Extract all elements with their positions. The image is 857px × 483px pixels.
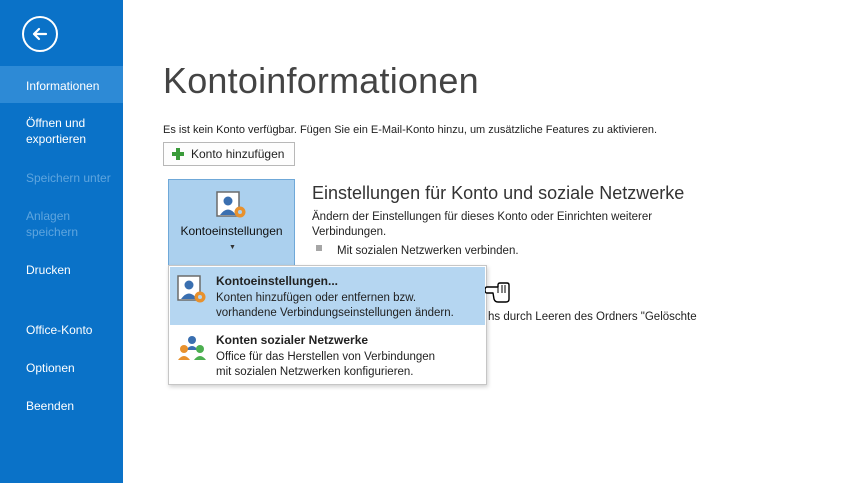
sidebar-item-label-line1: Öffnen und bbox=[26, 116, 86, 130]
sidebar-item-label: Speichern unter bbox=[26, 171, 111, 185]
menu-item-title: Konten sozialer Netzwerke bbox=[216, 333, 369, 347]
sidebar-item-label: Office-Konto bbox=[26, 323, 93, 337]
sidebar-item-anlagen-speichern bbox=[0, 208, 123, 240]
back-button[interactable] bbox=[22, 16, 58, 52]
sidebar-item-optionen[interactable] bbox=[0, 360, 123, 376]
sidebar-item-drucken[interactable] bbox=[0, 262, 123, 278]
bullet-icon bbox=[316, 245, 322, 251]
page-title: Kontoinformationen bbox=[163, 60, 479, 101]
menu-item-desc-line2: mit sozialen Netzwerken konfigurieren. bbox=[216, 366, 414, 378]
account-settings-dropdown bbox=[168, 265, 487, 385]
cleanup-partial-text: hs durch Leeren des Ordners "Gelöschte bbox=[488, 311, 697, 323]
sidebar-item-label: Optionen bbox=[26, 361, 75, 375]
sidebar-item-office-konto[interactable] bbox=[0, 322, 123, 338]
back-arrow-icon bbox=[30, 24, 50, 44]
menu-item-social-accounts[interactable] bbox=[170, 326, 485, 384]
social-network-icon bbox=[177, 334, 207, 364]
add-account-label: Konto hinzufügen bbox=[191, 147, 285, 161]
account-settings-label: Kontoeinstellungen bbox=[180, 224, 283, 238]
sidebar-item-beenden[interactable] bbox=[0, 398, 123, 414]
dropdown-caret-icon: ▼ bbox=[229, 244, 236, 251]
hand-pointer-icon bbox=[485, 282, 511, 304]
sidebar-item-label-line2: exportieren bbox=[26, 132, 87, 146]
sidebar-item-oeffnen-exportieren[interactable] bbox=[0, 115, 123, 147]
no-account-info-text: Es ist kein Konto verfügbar. Fügen Sie ein E-Mail-Konto hinzu, um zusätzliche Features zu aktivieren. bbox=[163, 124, 658, 136]
account-settings-button[interactable] bbox=[168, 179, 295, 267]
add-account-button[interactable] bbox=[163, 142, 295, 166]
sidebar-item-label: Informationen bbox=[26, 79, 100, 93]
menu-item-desc-line1: Konten hinzufügen oder entfernen bzw. bbox=[216, 292, 417, 304]
sidebar-item-label-line1: Anlagen bbox=[26, 209, 71, 223]
account-settings-icon bbox=[216, 191, 248, 221]
plus-icon bbox=[172, 148, 184, 160]
sidebar-item-label-line2: speichern bbox=[26, 225, 79, 239]
section-description: Ändern der Einstellungen für dieses Konto oder Einrichten weiterer Verbindungen. bbox=[312, 211, 653, 238]
section-heading: Einstellungen für Konto und soziale Netzwerke bbox=[312, 183, 685, 203]
menu-item-description bbox=[216, 291, 481, 321]
sidebar-item-label: Beenden bbox=[26, 399, 75, 413]
menu-item-title: Kontoeinstellungen... bbox=[216, 274, 338, 288]
menu-item-description bbox=[216, 350, 481, 380]
account-settings-icon bbox=[177, 275, 207, 305]
menu-item-account-settings[interactable] bbox=[170, 267, 485, 325]
sidebar-item-speichern-unter bbox=[0, 170, 123, 186]
menu-item-desc-line2: vorhandene Verbindungseinstellungen ändern. bbox=[216, 307, 454, 319]
connect-social-link[interactable]: Mit sozialen Netzwerken verbinden. bbox=[337, 245, 519, 257]
sidebar-item-label: Drucken bbox=[26, 263, 71, 277]
backstage-sidebar bbox=[0, 0, 123, 483]
menu-item-desc-line1: Office für das Herstellen von Verbindungen bbox=[216, 351, 436, 363]
sidebar-item-informationen[interactable] bbox=[0, 66, 123, 103]
